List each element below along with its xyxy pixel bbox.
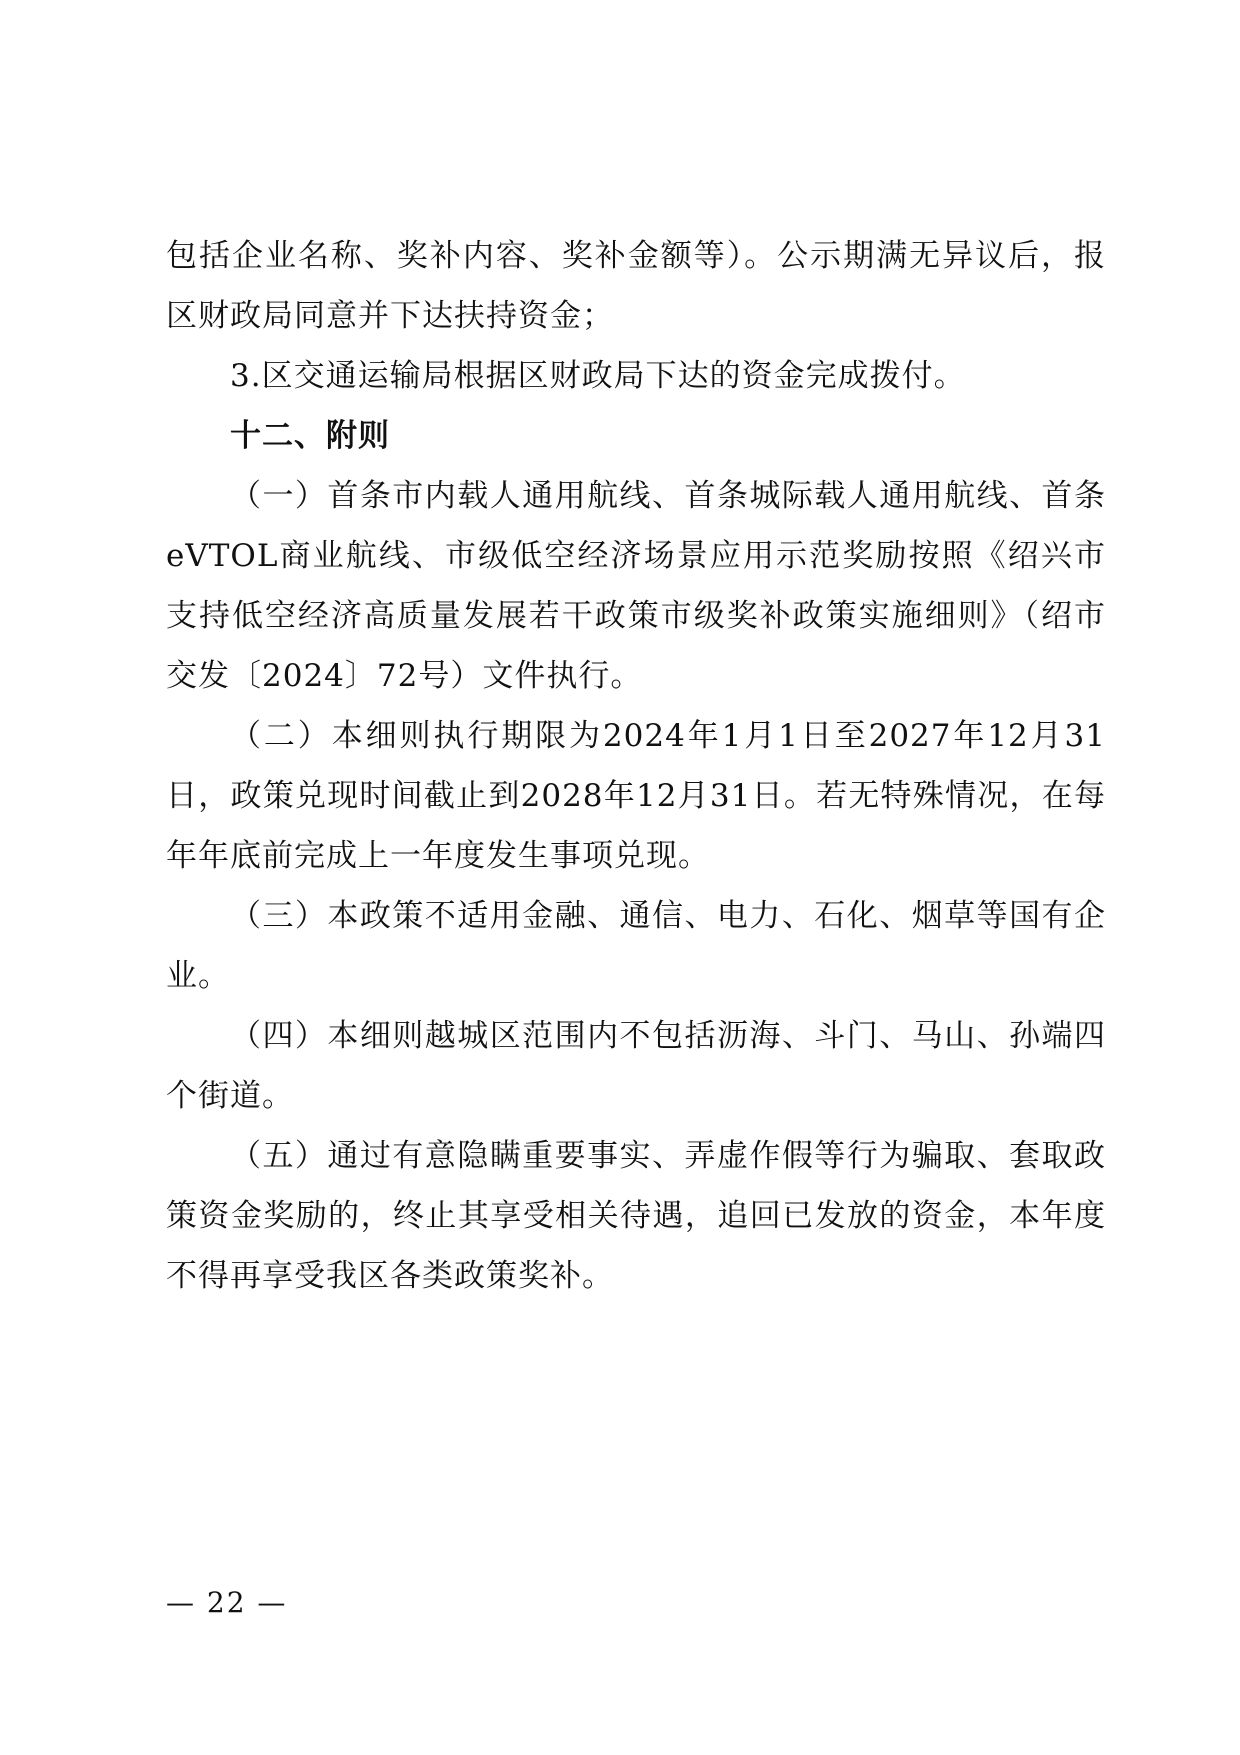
paragraph-appendix-4: （四）本细则越城区范围内不包括沥海、斗门、马山、孙端四个街道。 bbox=[166, 1018, 1106, 1114]
paragraph-appendix-5: （五）通过有意隐瞒重要事实、弄虚作假等行为骗取、套取政策资金奖励的，终止其享受相关待遇，追回已发放的资金，本年度不得再享受我区各类政策奖补。 bbox=[166, 1138, 1106, 1294]
paragraph-appendix-3: （三）本政策不适用金融、通信、电力、石化、烟草等国有企业。 bbox=[166, 898, 1106, 994]
page-number: — 22 — bbox=[166, 1586, 288, 1619]
paragraph-appendix-1: （一）首条市内载人通用航线、首条城际载人通用航线、首条eVTOL商业航线、市级低空经济场景应用示范奖励按照《绍兴市支持低空经济高质量发展若干政策市级奖补政策实施细则》（绍市交发〔2024〕72号）文件执行。 bbox=[166, 478, 1106, 694]
paragraph-continuation: 包括企业名称、奖补内容、奖补金额等）。公示期满无异议后，报区财政局同意并下达扶持资金； bbox=[166, 238, 1106, 334]
document-body bbox=[166, 226, 1106, 1306]
paragraph-appendix-2: （二）本细则执行期限为2024年1月1日至2027年12月31日，政策兑现时间截止到2028年12月31日。若无特殊情况，在每年年底前完成上一年度发生事项兑现。 bbox=[166, 718, 1106, 874]
paragraph-item-3: 3.区交通运输局根据区财政局下达的资金完成拨付。 bbox=[230, 358, 966, 394]
section-heading-appendix: 十二、附则 bbox=[230, 418, 390, 454]
